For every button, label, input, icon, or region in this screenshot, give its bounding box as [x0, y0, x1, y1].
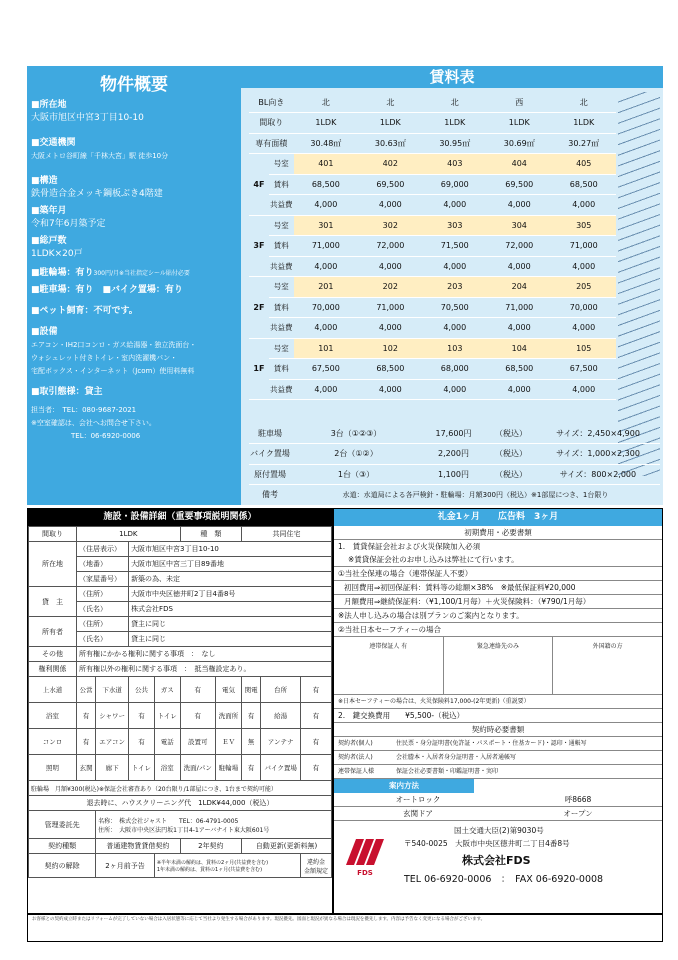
room-cell: 102 [358, 338, 422, 359]
lot-value: 大阪市旭区中宮三丁目89番地 [129, 557, 332, 572]
rent-cell: 67,500 [294, 359, 358, 380]
floor-row [249, 379, 616, 400]
parking-price: 1,100円 [421, 464, 486, 485]
structure-label: ■構造 [31, 176, 58, 186]
autolock-code: 呼8668 [564, 795, 592, 804]
type-cell: 1LDK [551, 113, 616, 134]
docs-heading: 契約時必要書類 [334, 723, 662, 737]
penalty-label [301, 854, 332, 878]
stove-row-cell: 無 [242, 729, 261, 755]
rent-cell: 70,500 [423, 297, 487, 318]
floor-label: 1F [249, 338, 269, 400]
zenhoren-heading: ①当社全保連の場合（連帯保証人不要） [334, 567, 662, 581]
door-row [334, 807, 662, 821]
rent-table-title: 賃料表 [241, 66, 663, 88]
room-cell: 104 [487, 338, 551, 359]
conditions-panel [333, 508, 663, 914]
footer-disclaimer: お客様との契約成立時またはリフォームが完了していない場合は入居状態等に応じて当社より発生する場合があります。現況優先。図面と現況が異なる場合は現況を優先します。内容は予告なく変更になる場合がございます。 [27, 914, 663, 942]
fds-logo [342, 835, 388, 875]
room-cell: 204 [487, 277, 551, 298]
facility-title: 施設・設備詳細（重要事項説明関係） [28, 509, 332, 526]
bicycle-note: 300円/月※当社指定シール貼付必要 [93, 270, 190, 277]
rent-cell: 69,500 [358, 174, 422, 195]
bath-row-cell: 有 [77, 703, 96, 729]
cancel-notice: 2ヶ月前予告 [96, 854, 155, 878]
other-rights-1: 所有権にかかる権利に関する事項 ： なし [77, 647, 332, 662]
parking-size: サイズ：800×2,000 [536, 464, 660, 485]
company-address: 〒540-0025 大阪市中央区徳井町二丁目4番8号 [404, 839, 570, 848]
floor-row [249, 297, 616, 318]
room-cell: 205 [551, 277, 616, 298]
lighting-row-cell: 浴室 [154, 755, 180, 781]
type-label: 間取り [249, 113, 294, 134]
fee-cell: 4,000 [551, 379, 616, 400]
room-cell: 105 [551, 338, 616, 359]
floor-row [249, 359, 616, 380]
equipment-line-1: エアコン・IH2口コンロ・ガス給湯器・独立洗面台・ [31, 341, 197, 349]
parking-size: サイズ：1,000×2,300 [536, 444, 660, 465]
floor-row [249, 277, 616, 298]
room-cell: 404 [487, 154, 551, 175]
floor-row [249, 338, 616, 359]
stove-row-cell: 電話 [154, 729, 180, 755]
facility-table [28, 526, 332, 878]
fee-cell: 4,000 [294, 318, 358, 339]
equipment-line-3: 宅配ボックス・インターネット（Jcom）使用料無料 [31, 367, 195, 375]
cleaning-fee-row: 退去時に、ハウスクリーニング代 1LDK¥44,000（税込） [29, 796, 332, 811]
lighting-row [29, 755, 332, 781]
bath-row-cell: シャワー [96, 703, 129, 729]
dir-cell: 北 [423, 92, 487, 113]
lighting-row-cell: トイレ [129, 755, 155, 781]
madori-value: 1LDK [77, 527, 181, 542]
parking-table [249, 423, 660, 506]
office-phone: TEL：06-6920-0006 [71, 432, 141, 440]
bath-row-cell: 有 [180, 703, 215, 729]
rent-header-dir [249, 92, 616, 113]
penalty-line-1: 違約金 [307, 858, 326, 866]
location-value: 大阪市旭区中宮3丁目10-10 [31, 113, 144, 123]
fee-label: 共益費 [269, 195, 294, 216]
floor-row [249, 215, 616, 236]
contact-person: 担当者： TEL：080-9687-2021 [31, 406, 137, 414]
parking-row [249, 444, 660, 465]
property-overview-panel [27, 66, 241, 505]
lot-label: （地番） [77, 557, 129, 572]
landlord-address: 大阪市中央区徳井町2丁目4番8号 [129, 587, 332, 602]
bicycle-fee-row: 駐輪場 月額¥300(税込)※保証会社審査あり（20台限り/1部屋につき、1台まで契約可能） [29, 781, 332, 796]
room-cell: 301 [294, 215, 358, 236]
plan-emergency: 緊急連絡先のみ [444, 637, 554, 694]
utility-row [29, 677, 332, 703]
lighting-row-cell: バイク置場 [261, 755, 301, 781]
floor-row [249, 154, 616, 175]
rent-cell: 68,500 [487, 359, 551, 380]
cancel-label: 契約の解除 [29, 854, 96, 878]
area-label: 専有面積 [249, 133, 294, 154]
fee-cell: 4,000 [487, 379, 551, 400]
floor-label: 2F [249, 277, 269, 339]
stove-row-cell: コンロ [29, 729, 77, 755]
landlord-address-label: （住所） [77, 587, 129, 602]
room-label: 号室 [269, 277, 294, 298]
utility-row-cell: ガス [154, 677, 180, 703]
house-number-label: （家屋番号） [77, 572, 129, 587]
other-label: その他 [29, 647, 77, 662]
company-block [334, 821, 662, 893]
corporate-note: ※法人申し込みの場合は別プランのご案内となります。 [334, 609, 662, 623]
safety-heading: ②当社日本セーフティーの場合 [334, 623, 662, 637]
remarks-value: 水道：水道局による各戸検針・駐輪場：月額300円（税込）※1部屋につき、1台限り [291, 485, 660, 506]
lighting-row-cell: 有 [301, 755, 332, 781]
built-label: ■築年月 [31, 206, 67, 216]
lighting-row-cell: 有 [242, 755, 261, 781]
rent-cell: 68,000 [423, 359, 487, 380]
stove-row-cell: 有 [301, 729, 332, 755]
units-value: 1LDK×20戸 [31, 249, 83, 259]
rent-cell: 69,500 [487, 174, 551, 195]
stove-row-cell: 有 [129, 729, 155, 755]
parking-price: 2,200円 [421, 444, 486, 465]
guarantee-required: 1. 賃貸保証会社および火災保険加入必須 [338, 542, 481, 551]
area-cell: 30.27㎡ [551, 133, 616, 154]
room-cell: 402 [358, 154, 422, 175]
facility-details-panel [27, 508, 333, 914]
vacancy-note: ※空室確認は、会社へお問合せ下さい。 [31, 419, 156, 427]
dir-cell: 西 [487, 92, 551, 113]
fee-cell: 4,000 [487, 318, 551, 339]
lighting-row-cell: 廊下 [96, 755, 129, 781]
contract-term: 2年契約 [180, 839, 241, 854]
stove-row-cell: 設置可 [180, 729, 215, 755]
area-cell: 30.63㎡ [358, 133, 422, 154]
rent-cell: 68,500 [358, 359, 422, 380]
cancel-notes [154, 854, 300, 878]
docs-guarantor [334, 765, 662, 779]
display-address: 大阪市旭区中宮3丁目10-10 [129, 542, 332, 557]
room-label: 号室 [269, 215, 294, 236]
door-status: オープン [563, 809, 593, 818]
plan-guarantor: 連帯保証人 有 [334, 637, 444, 694]
rent-label: 賃料 [269, 297, 294, 318]
room-cell: 201 [294, 277, 358, 298]
dir-cell: 北 [358, 92, 422, 113]
docs-individual [334, 737, 662, 751]
parking-count: 2台（①②） [291, 444, 421, 465]
docs-guarantor-value: 保証会社必要書類・印鑑証明書・実印 [396, 768, 499, 775]
stove-row [29, 729, 332, 755]
license-number: 国土交通大臣(2)第9030号 [454, 826, 544, 835]
utility-row-cell: 公共 [129, 677, 155, 703]
rent-cell: 71,000 [358, 297, 422, 318]
rent-cell: 71,000 [551, 236, 616, 257]
fee-label: 共益費 [269, 379, 294, 400]
units-label: ■総戸数 [31, 236, 67, 246]
utility-row-cell: 上水道 [29, 677, 77, 703]
initial-cost-heading: 初期費用・必要書類 [334, 526, 662, 540]
utility-row-cell: 台所 [261, 677, 301, 703]
lighting-row-cell: 洗面/パン [180, 755, 215, 781]
room-label: 号室 [269, 338, 294, 359]
rent-cell: 67,500 [551, 359, 616, 380]
bath-row [29, 703, 332, 729]
room-cell: 203 [423, 277, 487, 298]
fee-cell: 4,000 [423, 195, 487, 216]
remarks-row [249, 485, 660, 506]
floor-row [249, 174, 616, 195]
parking-count: 1台（③） [291, 464, 421, 485]
bath-row-cell: 洗面所 [215, 703, 241, 729]
landlord-label: 貸 主 [29, 587, 77, 617]
utility-row-cell: 電気 [215, 677, 241, 703]
rent-cell: 70,000 [294, 297, 358, 318]
dir-cell: 北 [551, 92, 616, 113]
type-cell: 1LDK [423, 113, 487, 134]
structure-value: 鉄骨造合金メッキ鋼板ぶき4階建 [31, 189, 163, 199]
parking-type: 駐車場 [249, 423, 291, 444]
other-rights-2: 所有権以外の権利に関する事項 ： 抵当権設定あり。 [77, 662, 332, 677]
bath-row-cell: 有 [242, 703, 261, 729]
fee-cell: 4,000 [423, 318, 487, 339]
guarantee-note: ※賃貸保証会社のお申し込みは弊社にて行います。 [334, 553, 662, 567]
stove-row-cell: ＥＶ [215, 729, 241, 755]
floor-row [249, 236, 616, 257]
parking-info: ■駐車場：有り ■バイク置場：有り [31, 285, 183, 295]
parking-tax: （税込） [486, 423, 536, 444]
owner-name-label: （氏名） [77, 632, 129, 647]
bath-row-cell: 有 [129, 703, 155, 729]
floor-row [249, 195, 616, 216]
bath-row-cell: 有 [301, 703, 332, 729]
parking-count: 3台（①②③） [291, 423, 421, 444]
rent-cell: 72,000 [487, 236, 551, 257]
bicycle-text: ■駐輪場：有り [31, 268, 94, 278]
manager-address: 住所： 大阪市中央区法円坂1丁目4-1アーバナイト東大阪601号 [98, 826, 270, 834]
stove-row-cell: 有 [77, 729, 96, 755]
utility-row-cell: 関電 [242, 677, 261, 703]
parking-type: 原付置場 [249, 464, 291, 485]
rent-label: 賃料 [269, 174, 294, 195]
transit-value: 大阪メトロ谷町線「千林大宮」駅 徒歩10分 [31, 152, 169, 160]
type-cell: 1LDK [358, 113, 422, 134]
fee-cell: 4,000 [551, 195, 616, 216]
safety-plans [334, 637, 662, 695]
fee-cell: 4,000 [358, 256, 422, 277]
key-exchange-fee: 2. 鍵交換費用 ¥5,500-（税込） [334, 709, 662, 723]
company-name: 株式会社FDS [462, 854, 531, 867]
contract-type-label: 契約種類 [29, 839, 96, 854]
area-cell: 30.48㎡ [294, 133, 358, 154]
fds-logo-text: FDS [357, 869, 373, 877]
utility-row-cell: 有 [301, 677, 332, 703]
owner-address: 貸主に同じ [129, 617, 332, 632]
fee-cell: 4,000 [358, 318, 422, 339]
docs-individual-value: 住民票・身分証明書(免許証・パスポート・住基カード)・認印・通帳写 [396, 740, 587, 747]
fee-cell: 4,000 [294, 256, 358, 277]
rent-table-panel [241, 66, 663, 505]
utility-row-cell: 公営 [77, 677, 96, 703]
zenhoren-monthly: 月額費用⇒継続保証料：（¥1,100/1月毎）＋火災保険料：（¥790/1月毎） [334, 595, 662, 609]
parking-row [249, 464, 660, 485]
room-cell: 305 [551, 215, 616, 236]
door-label: 玄関ドア [403, 809, 433, 818]
room-cell: 103 [423, 338, 487, 359]
equipment-label: ■設備 [31, 327, 58, 337]
docs-corporate-label: 契約者(法人) [338, 754, 373, 761]
address-label: 所在地 [29, 542, 77, 587]
bath-row-cell: 浴室 [29, 703, 77, 729]
room-cell: 101 [294, 338, 358, 359]
area-cell: 30.69㎡ [487, 133, 551, 154]
type-label: 種 類 [180, 527, 241, 542]
rent-cell: 72,000 [358, 236, 422, 257]
floor-row [249, 318, 616, 339]
cancel-note-1: ※半年未満の解約は、賃料の2ヶ月(共益費を含む) [156, 859, 269, 866]
fee-cell: 4,000 [423, 256, 487, 277]
rent-cell: 70,000 [551, 297, 616, 318]
transit-label: ■交通機関 [31, 138, 76, 148]
lighting-row-cell: 照明 [29, 755, 77, 781]
owner-label: 所有者 [29, 617, 77, 647]
safety-insurance-note: ※日本セーフティーの場合は、火災保険料17,000-(2年更新)（重説要） [334, 695, 662, 709]
bicycle-parking [31, 267, 237, 280]
rent-label: 賃料 [269, 236, 294, 257]
landlord-name: 株式会社FDS [129, 602, 332, 617]
landlord-name-label: （氏名） [77, 602, 129, 617]
manager-label: 管理委託先 [29, 811, 96, 839]
fee-cell: 4,000 [423, 379, 487, 400]
room-cell: 304 [487, 215, 551, 236]
parking-size: サイズ：2,450×4,900 [536, 423, 660, 444]
lighting-row-cell: 玄関 [77, 755, 96, 781]
zenhoren-initial: 初回費用⇒初回保証料：賃料等の総額×38% ※最低保証料¥20,000 [334, 581, 662, 595]
type-cell: 1LDK [294, 113, 358, 134]
floor-label: 3F [249, 215, 269, 277]
autolock-label: オートロック [395, 795, 441, 804]
fee-cell: 4,000 [487, 256, 551, 277]
docs-corporate-value: 会社謄本・入居者身分証明書・入居者通帳写 [396, 754, 517, 761]
rent-cell: 68,500 [551, 174, 616, 195]
parking-price: 17,600円 [421, 423, 486, 444]
rent-cell: 71,000 [294, 236, 358, 257]
docs-guarantor-label: 連帯保証人様 [338, 768, 375, 775]
rent-cell: 69,000 [423, 174, 487, 195]
fee-cell: 4,000 [358, 379, 422, 400]
bath-row-cell: トイレ [154, 703, 180, 729]
fee-cell: 4,000 [294, 195, 358, 216]
fee-label: 共益費 [269, 256, 294, 277]
docs-individual-label: 契約者(個人) [338, 740, 373, 747]
rent-cell: 71,000 [487, 297, 551, 318]
stove-row-cell: エアコン [96, 729, 129, 755]
docs-corporate [334, 751, 662, 765]
cancel-note-2: 1年未満の解約は、賃料の1ヶ月(共益費を含む) [156, 866, 263, 873]
bath-row-cell: 給湯 [261, 703, 301, 729]
floor-row [249, 256, 616, 277]
fee-cell: 4,000 [551, 318, 616, 339]
built-value: 令和7年6月築予定 [31, 219, 106, 229]
key-money-title: 礼金1ヶ月 広告料 3ヶ月 [334, 509, 662, 526]
company-tel-fax: TEL 06-6920-0006 ： FAX 06-6920-0008 [404, 874, 604, 885]
fds-logo-icon [342, 835, 388, 867]
rent-label: 賃料 [269, 359, 294, 380]
owner-address-label: （住所） [77, 617, 129, 632]
fee-cell: 4,000 [487, 195, 551, 216]
equipment-line-2: ウォシュレット付きトイレ・室内洗濯機パン・ [31, 354, 178, 362]
parking-type: バイク置場 [249, 444, 291, 465]
location-label: ■所在地 [31, 100, 67, 110]
fee-cell: 4,000 [294, 379, 358, 400]
madori-label: 間取り [29, 527, 77, 542]
pet-info: ■ペット飼育：不可です。 [31, 306, 138, 316]
manager-name: 名称： 株式会社ジャスト TEL：06-4791-0005 [98, 817, 239, 825]
utility-row-cell: 下水道 [96, 677, 129, 703]
hatched-area [618, 92, 660, 476]
dir-cell: 北 [294, 92, 358, 113]
manager-info [96, 811, 332, 839]
plan-foreign: 外国籍の方 [592, 643, 623, 650]
house-number-value: 新築の為、未定 [129, 572, 332, 587]
deal-type: ■取引態様：貸主 [31, 387, 103, 397]
fee-label: 共益費 [269, 318, 294, 339]
stove-row-cell: アンテナ [261, 729, 301, 755]
dir-label: BL向き [249, 92, 294, 113]
room-cell: 405 [551, 154, 616, 175]
rights-label: 権利関係 [29, 662, 77, 677]
rent-table [249, 92, 616, 400]
type-value: 共同住宅 [242, 527, 332, 542]
contract-type-value: 普通建物賃貸借契約 [96, 839, 180, 854]
rent-header-area [249, 133, 616, 154]
rent-cell: 68,500 [294, 174, 358, 195]
overview-title: 物件概要 [100, 75, 168, 95]
contract-renew: 自動更新(更新料無) [242, 839, 332, 854]
parking-tax: （税込） [486, 444, 536, 465]
fee-cell: 4,000 [551, 256, 616, 277]
parking-tax: （税込） [486, 464, 536, 485]
owner-name: 貸主に同じ [129, 632, 332, 647]
room-cell: 302 [358, 215, 422, 236]
display-address-label: （住居表示） [77, 542, 129, 557]
utility-row-cell: 有 [180, 677, 215, 703]
room-cell: 403 [423, 154, 487, 175]
penalty-line-2: 金額規定 [304, 867, 329, 875]
floor-label: 4F [249, 154, 269, 216]
rent-cell: 71,500 [423, 236, 487, 257]
type-cell: 1LDK [487, 113, 551, 134]
autolock-row [334, 793, 662, 807]
room-cell: 202 [358, 277, 422, 298]
rent-header-type [249, 113, 616, 134]
room-label: 号室 [269, 154, 294, 175]
fee-cell: 4,000 [358, 195, 422, 216]
parking-row [249, 423, 660, 444]
remarks-label: 備考 [249, 485, 291, 506]
area-cell: 30.95㎡ [423, 133, 487, 154]
room-cell: 303 [423, 215, 487, 236]
guide-heading: 案内方法 [334, 779, 474, 793]
lighting-row-cell: 駐輪場 [215, 755, 241, 781]
room-cell: 401 [294, 154, 358, 175]
